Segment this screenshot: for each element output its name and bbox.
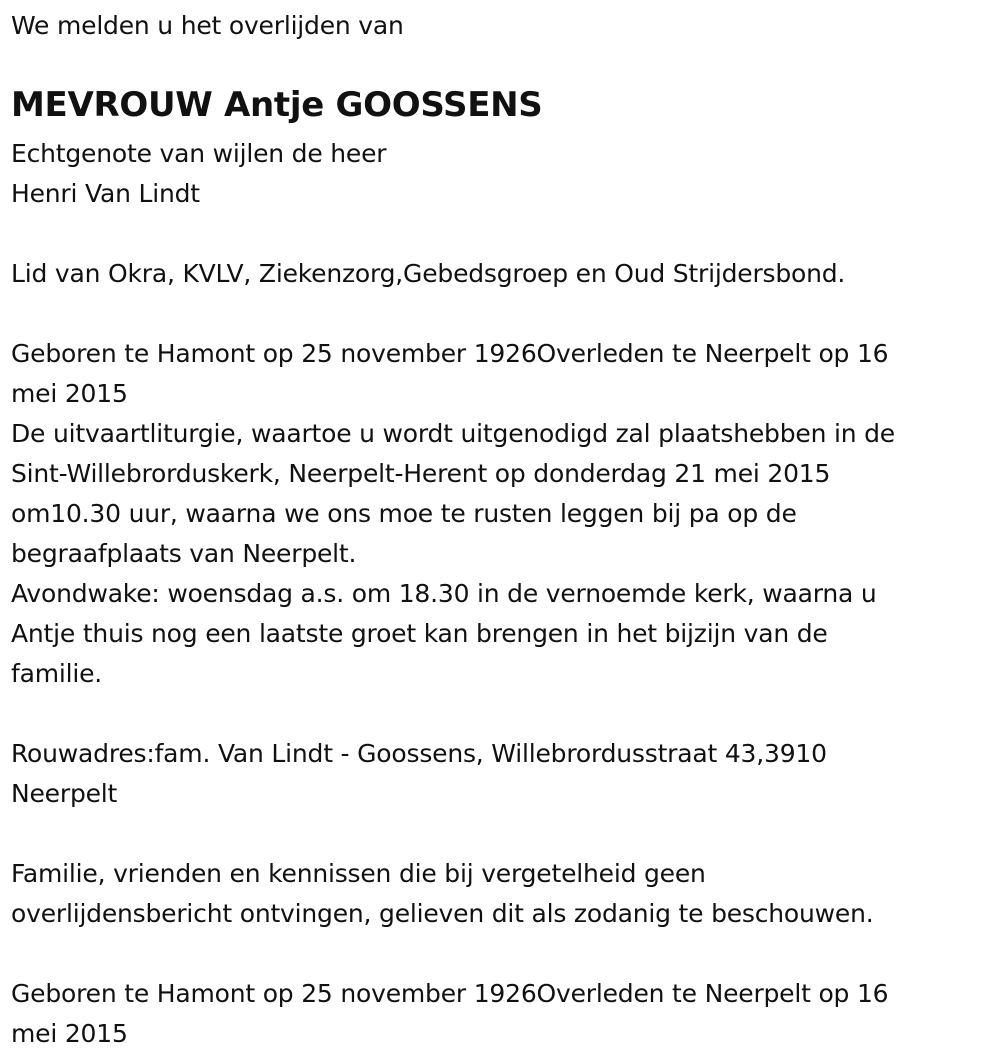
birth-death-repeat-block xyxy=(11,974,888,1054)
membership-block xyxy=(11,254,845,294)
vigil-line-1: Avondwake: woensdag a.s. om 18.30 in de vernoemde kerk, waarna u xyxy=(11,579,877,608)
address-block xyxy=(11,734,827,814)
funeral-line-4: begraafplaats van Neerpelt. xyxy=(11,539,357,568)
funeral-line-1: De uitvaartliturgie, waartoe u wordt uitgenodigd zal plaatshebben in de xyxy=(11,419,895,448)
address-line-1: Rouwadres:fam. Van Lindt - Goossens, Willebrordusstraat 43,3910 xyxy=(11,739,827,768)
birth-death-line-1: Geboren te Hamont op 25 november 1926Overleden te Neerpelt op 16 xyxy=(11,339,889,368)
birth-death-repeat-line-1: Geboren te Hamont op 25 november 1926Overleden te Neerpelt op 16 xyxy=(11,979,889,1008)
birth-death-line-2: mei 2015 xyxy=(11,379,128,408)
notice-line-2: overlijdensbericht ontvingen, gelieven dit als zodanig te beschouwen. xyxy=(11,899,874,928)
membership-line: Lid van Okra, KVLV, Ziekenzorg,Gebedsgroep en Oud Strijdersbond. xyxy=(11,259,846,288)
funeral-line-2: Sint-Willebrorduskerk, Neerpelt-Herent op donderdag 21 mei 2015 xyxy=(11,459,831,488)
notice-line-1: Familie, vrienden en kennissen die bij vergetelheid geen xyxy=(11,859,706,888)
spouse-line-2: Henri Van Lindt xyxy=(11,179,200,208)
intro-text: We melden u het overlijden van xyxy=(11,11,404,40)
birth-death-repeat-line-2: mei 2015 xyxy=(11,1019,128,1048)
spouse-line-1: Echtgenote van wijlen de heer xyxy=(11,139,387,168)
main-details-block xyxy=(11,334,895,694)
address-line-2: Neerpelt xyxy=(11,779,118,808)
deceased-name: MEVROUW Antje GOOSSENS xyxy=(11,85,543,125)
spouse-block xyxy=(11,134,386,214)
notice-block xyxy=(11,854,874,934)
vigil-line-3: familie. xyxy=(11,659,103,688)
funeral-line-3: om10.30 uur, waarna we ons moe te rusten leggen bij pa op de xyxy=(11,499,797,528)
vigil-line-2: Antje thuis nog een laatste groet kan brengen in het bijzijn van de xyxy=(11,619,828,648)
